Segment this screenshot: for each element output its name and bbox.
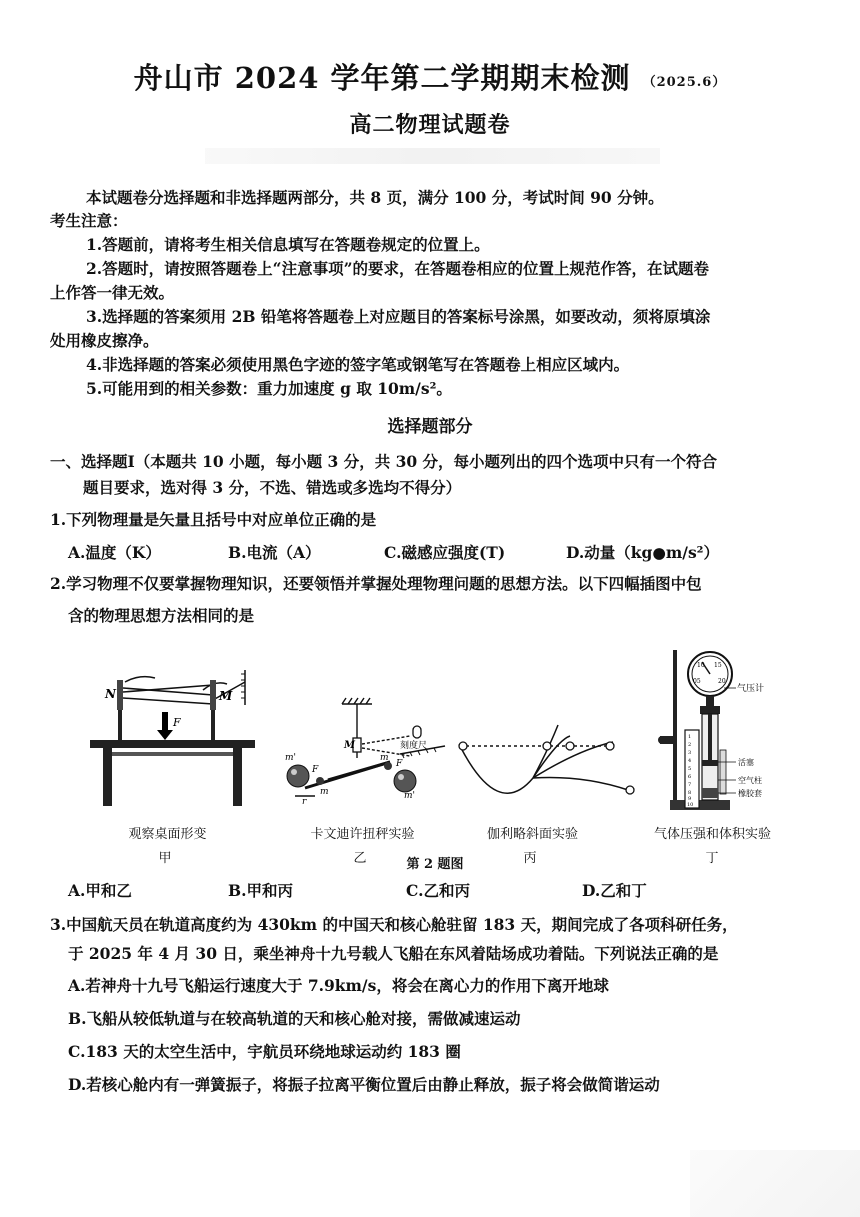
scale-1: 1 [688, 734, 692, 740]
q3-stem: 3.中国航天员在轨道高度约为 430km 的中国天和核心舱驻留 183 天，期间完成了各项科研任务， [50, 915, 738, 934]
label-F-right: F [396, 759, 403, 769]
q1-option-b: B.电流（A） [228, 543, 321, 562]
q2-option-a: A.甲和乙 [68, 881, 132, 900]
notice-2: 2.答题时，请按照答题卷上“注意事项”的要求，在答题卷相应的位置上规范作答，在试题卷 [86, 259, 710, 278]
fig-jia-caption: 观察桌面形变 [128, 827, 207, 842]
label-N: N [105, 687, 116, 701]
q1-option-a: A.温度（K） [68, 543, 161, 562]
label-r: r [302, 797, 307, 806]
scale-2: 2 [688, 742, 692, 748]
label-M2: M [344, 740, 356, 751]
q2-stem-cont: 含的物理思想方法相同的是 [68, 606, 255, 625]
q2-figure-caption: 第 2 题图 [406, 857, 464, 872]
label-F-left: F [312, 765, 319, 775]
q3-option-c: C.183 天的太空生活中，宇航员环绕地球运动约 183 圈 [68, 1042, 461, 1061]
scale-3: 3 [688, 750, 692, 756]
q3-option-b: B.飞船从较低轨道与在较高轨道的天和核心舱对接，需做减速运动 [68, 1009, 521, 1028]
figure-desk-deformation [85, 660, 260, 810]
q2-stem: 2.学习物理不仅要掌握物理知识，还要领悟并掌握处理物理问题的思想方法。以下四幅插图中包 [50, 574, 702, 593]
scale-4: 4 [688, 758, 692, 764]
scan-smudge [205, 148, 660, 164]
q3-stem-cont: 于 2025 年 4 月 30 日，乘坐神舟十九号载人飞船在东风着陆场成功着陆。下列说法正确的是 [68, 944, 719, 963]
q1-option-d: D.动量（kg●m/s²） [566, 543, 719, 562]
notice-3: 3.选择题的答案须用 2B 铅笔将答题卷上对应题目的答案标号涂黑，如要改动，须将原填涂 [86, 307, 711, 326]
exam-title [0, 56, 860, 97]
gauge-tick-10: 10 [697, 662, 705, 669]
scale-5: 5 [688, 766, 692, 772]
q2-option-c: C.乙和丙 [406, 881, 470, 900]
label-piston: 活塞 [738, 758, 754, 767]
q1-stem: 1.下列物理量是矢量且括号中对应单位正确的是 [50, 510, 377, 529]
gauge-tick-15: 15 [714, 662, 722, 669]
label-mp-right: m' [404, 791, 416, 801]
part1-instructions: 一、选择题Ⅰ（本题共 10 小题，每小题 3 分，共 30 分，每小题列出的四个选项中只有一个符合 [50, 452, 718, 471]
notice-2-cont: 上作答一律无效。 [50, 283, 175, 302]
scale-8: 8 [688, 790, 692, 796]
scan-smudge-bottom [690, 1150, 860, 1217]
exam-subtitle: 高二物理试题卷 [349, 112, 511, 138]
q3-option-d: D.若核心舱内有一弹簧振子，将振子拉离平衡位置后由静止释放，振子将会做简谐运动 [68, 1075, 660, 1094]
label-mp-left: m' [285, 753, 297, 763]
label-M: M [219, 689, 233, 703]
label-m-left: m [320, 787, 329, 797]
q3-option-a: A.若神舟十九号飞船运行速度大于 7.9km/s，将会在离心力的作用下离开地球 [68, 976, 609, 995]
fig-bing-caption: 伽利略斜面实验 [486, 827, 578, 842]
intro-line: 本试题卷分选择题和非选择题两部分，共 8 页，满分 100 分，考试时间 90 分钟。 [86, 188, 664, 207]
part1-instructions-cont: 题目要求，选对得 3 分，不选、错选或多选均不得分） [83, 478, 462, 497]
label-m-right: m [380, 753, 389, 763]
scale-7: 7 [688, 782, 692, 788]
label-air-column: 空气柱 [738, 776, 762, 785]
fig-yi-caption: 卡文迪许扭秤实验 [310, 827, 415, 842]
fig-yi-label: 乙 [353, 851, 367, 866]
label-ruler: 刻度尺 [400, 741, 428, 751]
notice-4: 4.非选择题的答案必须使用黑色字迹的签字笔或钢笔写在答题卷上相应区域内。 [86, 355, 630, 374]
scale-9: 9 [688, 796, 692, 802]
q2-option-d: D.乙和丁 [582, 881, 647, 900]
notice-title: 考生注意： [50, 211, 128, 230]
figure-gas-pressure [640, 650, 775, 815]
fig-ding-caption: 气体压强和体积实验 [653, 827, 771, 842]
fig-jia-label: 甲 [158, 851, 172, 866]
notice-5: 5.可能用到的相关参数：重力加速度 g 取 10m/s²。 [86, 379, 452, 398]
fig-bing-label: 丙 [523, 851, 537, 866]
gauge-tick-05: 05 [693, 678, 701, 685]
scale-10: 10 [687, 802, 694, 808]
exam-date: （2025.6） [642, 74, 727, 90]
section-title: 选择题部分 [387, 417, 473, 437]
label-rubber-cap: 橡胶套 [738, 789, 762, 798]
q1-option-c: C.磁感应强度(T) [384, 543, 506, 562]
exam-title-text: 舟山市 2024 学年第二学期期末检测 [133, 61, 631, 95]
label-gauge: 气压计 [737, 684, 765, 694]
notice-1: 1.答题前，请将考生相关信息填写在答题卷规定的位置上。 [86, 235, 490, 254]
label-F: F [173, 716, 181, 729]
q2-option-b: B.甲和丙 [228, 881, 293, 900]
gauge-tick-20: 20 [718, 678, 726, 685]
scale-6: 6 [688, 774, 692, 780]
figure-galileo [458, 720, 638, 800]
notice-3-cont: 处用橡皮擦净。 [50, 331, 159, 350]
fig-ding-label: 丁 [705, 851, 719, 866]
figure-cavendish [280, 696, 450, 806]
